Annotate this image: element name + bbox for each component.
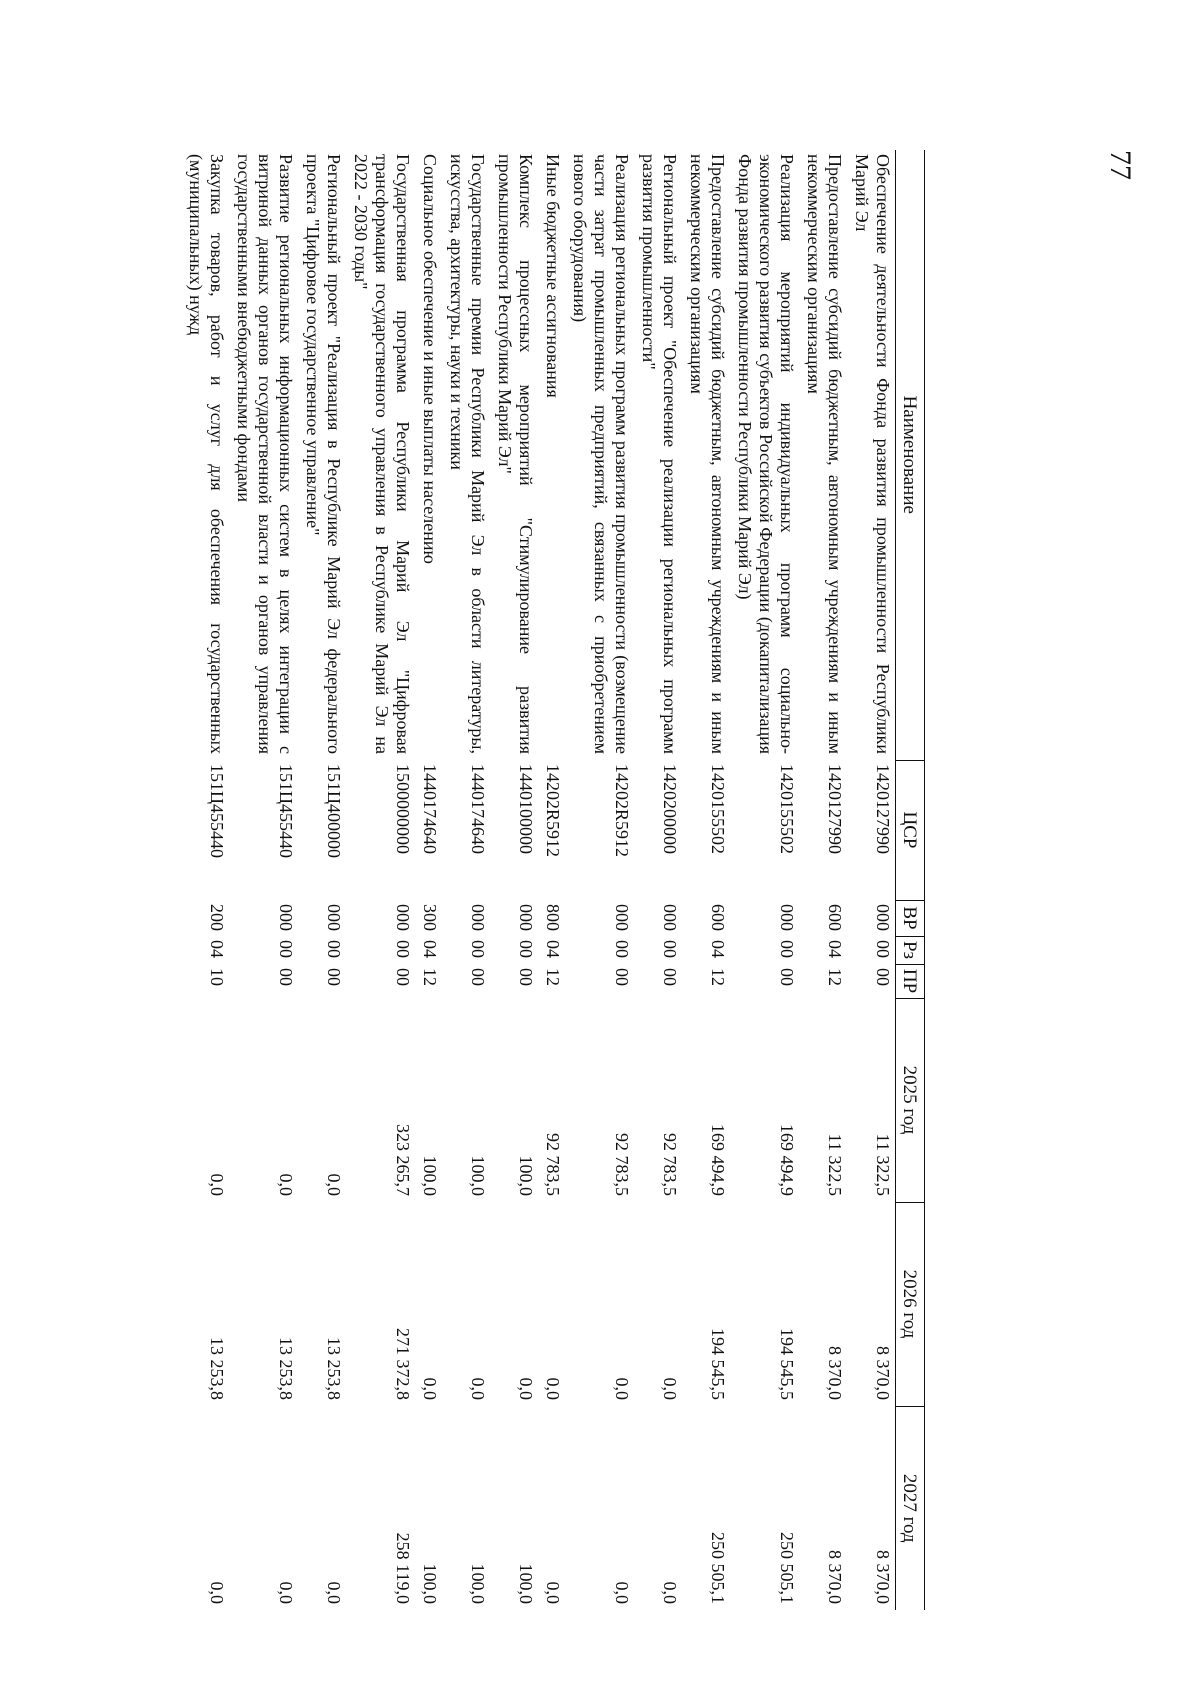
row-vr: 000	[777, 904, 797, 931]
row-2025: 0,0	[324, 1173, 344, 1196]
row-name: Комплекс процессных мероприятий "Стимулирование развития промышленности Республики Марий Эл"	[495, 154, 536, 754]
header-2026: 2026 год	[896, 1202, 925, 1406]
row-csr: 1440100000	[516, 764, 536, 854]
row-rz: 00	[660, 940, 680, 958]
row-csr: 14202R5912	[543, 764, 563, 858]
row-vr: 300	[420, 904, 440, 931]
table-row	[847, 150, 896, 1610]
row-2026: 13 253,8	[207, 1337, 227, 1400]
table-row	[229, 150, 298, 1610]
row-2025: 100,0	[420, 1155, 440, 1196]
row-csr: 151Ц400000	[324, 764, 344, 858]
row-csr: 1420200000	[660, 764, 680, 854]
row-pr: 00	[873, 968, 893, 986]
row-csr: 1440174640	[468, 764, 488, 854]
row-name: Реализация мероприятий индивидуальных программ социально-экономического развития субъектов Российской Федерации (докапитализация Фонда развития промышленности Республики Марий Эл)	[735, 154, 797, 754]
row-2027: 250 505,1	[708, 1532, 728, 1604]
row-pr: 00	[276, 968, 296, 986]
row-pr: 00	[516, 968, 536, 986]
header-2025: 2025 год	[896, 998, 925, 1202]
row-name: Предоставление субсидий бюджетным, автономным учреждениям и иным некоммерческим организациям	[804, 154, 845, 754]
row-vr: 000	[324, 904, 344, 931]
row-name: Обеспечение деятельности Фонда развития промышленности Республики Марий Эл	[852, 154, 893, 754]
row-2027: 100,0	[516, 1563, 536, 1604]
row-rz: 00	[516, 940, 536, 958]
row-rz: 00	[324, 940, 344, 958]
table-row	[682, 150, 730, 1610]
row-vr: 600	[825, 904, 845, 931]
row-2027: 0,0	[276, 1581, 296, 1604]
table-row	[298, 150, 346, 1610]
row-name: Развитие региональных информационных систем в целях интеграции с витриной данных органов государственной власти и органов управления государственными внебюджетными фондами	[234, 154, 296, 754]
row-rz: 00	[612, 940, 632, 958]
row-2026: 0,0	[660, 1377, 680, 1400]
row-2025: 323 265,7	[393, 1124, 413, 1196]
row-2026: 0,0	[516, 1377, 536, 1400]
row-pr: 00	[777, 968, 797, 986]
page-number: 77	[1104, 150, 1137, 180]
row-rz: 04	[420, 940, 440, 958]
row-rz: 04	[708, 940, 728, 958]
header-pr: ПР	[896, 964, 925, 998]
row-vr: 000	[612, 904, 632, 931]
table-row	[490, 150, 538, 1610]
row-name: Региональный проект "Реализация в Республике Марий Эл федерального проекта "Цифровое государственное управление"	[303, 154, 344, 754]
row-pr: 00	[468, 968, 488, 986]
table-row	[634, 150, 682, 1610]
row-2027: 8 370,0	[825, 1550, 845, 1604]
row-2027: 0,0	[612, 1581, 632, 1604]
row-2026: 13 253,8	[276, 1337, 296, 1400]
budget-table-container	[185, 150, 925, 1610]
row-vr: 600	[708, 904, 728, 931]
table-row	[346, 150, 415, 1610]
budget-table	[181, 150, 925, 1610]
row-csr: 1420155502	[777, 764, 797, 854]
row-name: Иные бюджетные ассигнования	[543, 154, 563, 398]
row-csr: 151Ц455440	[207, 764, 227, 858]
row-2025: 100,0	[516, 1155, 536, 1196]
row-pr: 00	[324, 968, 344, 986]
row-pr: 00	[393, 968, 413, 986]
row-2026: 8 370,0	[825, 1346, 845, 1400]
table-row	[565, 150, 634, 1610]
row-2026: 194 545,5	[708, 1328, 728, 1400]
row-name: Реализация региональных программ развития промышленности (возмещение части затрат промышленных предприятий, связанных с приобретением нового оборудования)	[570, 154, 632, 754]
row-name: Предоставление субсидий бюджетным, автономным учреждениям и иным некоммерческим организациям	[687, 154, 728, 754]
row-csr: 151Ц455440	[276, 764, 296, 858]
row-2026: 0,0	[612, 1377, 632, 1400]
row-2026: 0,0	[420, 1377, 440, 1400]
row-2027: 100,0	[468, 1563, 488, 1604]
row-2025: 92 783,5	[612, 1133, 632, 1196]
row-rz: 00	[777, 940, 797, 958]
row-name: Социальное обеспечение и иные выплаты населению	[420, 154, 440, 564]
row-2027: 100,0	[420, 1563, 440, 1604]
row-2025: 92 783,5	[543, 1133, 563, 1196]
table-row	[799, 150, 847, 1610]
row-csr: 1500000000	[393, 764, 413, 854]
table-row	[415, 150, 442, 1610]
row-vr: 000	[393, 904, 413, 931]
row-rz: 00	[393, 940, 413, 958]
row-2026: 194 545,5	[777, 1328, 797, 1400]
row-pr: 12	[543, 968, 563, 986]
row-csr: 1420155502	[708, 764, 728, 854]
row-vr: 800	[543, 904, 563, 931]
row-2025: 0,0	[207, 1173, 227, 1196]
row-pr: 12	[825, 968, 845, 986]
row-csr: 1440174640	[420, 764, 440, 854]
row-2027: 0,0	[207, 1581, 227, 1604]
row-2027: 250 505,1	[777, 1532, 797, 1604]
row-2025: 169 494,9	[708, 1124, 728, 1196]
row-pr: 00	[660, 968, 680, 986]
table-row	[730, 150, 799, 1610]
row-vr: 000	[468, 904, 488, 931]
row-name: Государственные премии Республики Марий Эл в области литературы, искусства, архитектуры, науки и техники	[447, 154, 488, 754]
row-2025: 11 322,5	[873, 1133, 893, 1196]
row-pr: 00	[612, 968, 632, 986]
row-2025: 11 322,5	[825, 1133, 845, 1196]
header-csr: ЦСР	[896, 760, 925, 900]
row-2027: 0,0	[660, 1581, 680, 1604]
header-2027: 2027 год	[896, 1406, 925, 1610]
table-row	[538, 150, 565, 1610]
row-pr: 10	[207, 968, 227, 986]
row-vr: 000	[516, 904, 536, 931]
header-rz: Рз	[896, 936, 925, 964]
table-body	[181, 150, 896, 1610]
row-2027: 0,0	[324, 1581, 344, 1604]
row-pr: 12	[420, 968, 440, 986]
row-csr: 14202R5912	[612, 764, 632, 858]
row-2025: 100,0	[468, 1155, 488, 1196]
row-rz: 04	[825, 940, 845, 958]
row-2026: 0,0	[543, 1377, 563, 1400]
row-2027: 8 370,0	[873, 1550, 893, 1604]
row-rz: 00	[276, 940, 296, 958]
row-2026: 271 372,8	[393, 1328, 413, 1400]
row-2026: 8 370,0	[873, 1346, 893, 1400]
row-vr: 000	[276, 904, 296, 931]
row-csr: 1420127990	[873, 764, 893, 854]
row-vr: 200	[207, 904, 227, 931]
row-name: Государственная программа Республики Марий Эл "Цифровая трансформация государственного управления в Республике Марий Эл на 2022 - 2030 годы"	[351, 154, 413, 754]
row-2025: 169 494,9	[777, 1124, 797, 1196]
row-name: Закупка товаров, работ и услуг для обеспечения государственных (муниципальных) нужд	[186, 154, 227, 754]
row-2025: 92 783,5	[660, 1133, 680, 1196]
header-name: Наименование	[896, 150, 925, 760]
row-rz: 04	[207, 940, 227, 958]
row-2027: 258 119,0	[393, 1532, 413, 1604]
row-rz: 00	[468, 940, 488, 958]
row-vr: 000	[660, 904, 680, 931]
row-2025: 0,0	[276, 1173, 296, 1196]
row-rz: 04	[543, 940, 563, 958]
table-row	[181, 150, 229, 1610]
row-2027: 0,0	[543, 1581, 563, 1604]
table-header	[896, 150, 925, 1610]
table-row	[442, 150, 490, 1610]
row-vr: 000	[873, 904, 893, 931]
header-vr: ВР	[896, 900, 925, 936]
row-2026: 0,0	[468, 1377, 488, 1400]
row-pr: 12	[708, 968, 728, 986]
row-csr: 1420127990	[825, 764, 845, 854]
row-rz: 00	[873, 940, 893, 958]
row-name: Региональный проект "Обеспечение реализации региональных программ развития промышленности"	[639, 154, 680, 754]
row-2026: 13 253,8	[324, 1337, 344, 1400]
